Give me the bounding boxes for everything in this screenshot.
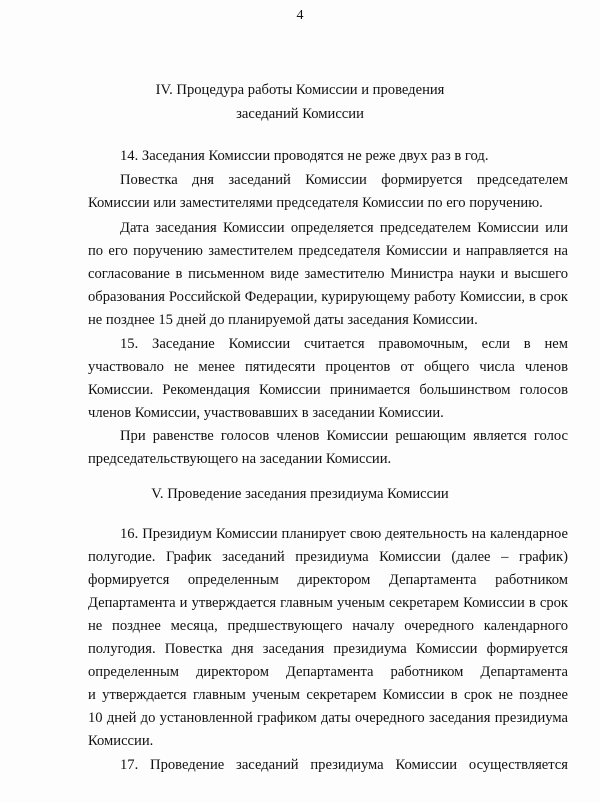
- section-4-heading-line-1: IV. Процедура работы Комиссии и проведения: [155, 82, 445, 98]
- text-line: не позднее 15 дней до планируемой даты заседания Комиссии.: [88, 312, 478, 328]
- text-line: образования Российской Федерации, курирующему работу Комиссии, в срок: [88, 289, 568, 305]
- page-number: 4: [296, 8, 304, 23]
- text-line: Комиссии.: [88, 733, 154, 749]
- text-line: При равенстве голосов членов Комиссии решающим является голос: [120, 428, 568, 444]
- text-line: Повестка дня заседаний Комиссии формируется председателем: [120, 172, 568, 188]
- section-4-heading: [0, 78, 600, 126]
- text-line: не позднее месяца, предшествующего началу очередного календарного: [88, 618, 568, 634]
- text-line: 15. Заседание Комиссии считается правомочным, если в нем: [120, 336, 568, 352]
- text-line: согласование в письменном виде заместителю Министра науки и высшего: [88, 266, 568, 282]
- text-line: Комиссии. Рекомендация Комиссии принимается большинством голосов: [88, 382, 568, 398]
- text-line: Дата заседания Комиссии определяется председателем Комиссии или: [120, 220, 568, 236]
- text-line: определенным директором Департамента работником Департамента: [88, 664, 568, 680]
- text-line: 10 дней до установленной графиком даты очередного заседания президиума: [88, 710, 568, 726]
- text-line: полугодия. Повестка дня заседания президиума Комиссии формируется: [88, 641, 568, 657]
- text-line: полугодие. График заседаний президиума Комиссии (далее – график): [88, 549, 568, 565]
- text-line: формируется определенным директором Департамента работником: [88, 572, 568, 588]
- text-line: председательствующего на заседании Комиссии.: [88, 451, 392, 467]
- text-line: 14. Заседания Комиссии проводятся не реже двух раз в год.: [120, 148, 489, 164]
- text-line: по его поручению заместителем председателя Комиссии и направляется на: [88, 243, 568, 259]
- text-line: Департамента и утверждается главным ученым секретарем Комиссии в срок: [88, 595, 568, 611]
- section-4-heading-line-2: заседаний Комиссии: [236, 106, 364, 122]
- section-5-heading: V. Проведение заседания президиума Комиссии: [151, 486, 449, 502]
- text-line: 17. Проведение заседаний президиума Комиссии осуществляется: [120, 757, 568, 773]
- text-line: членов Комиссии, участвовавших в заседании Комиссии.: [88, 405, 444, 421]
- text-line: 16. Президиум Комиссии планирует свою деятельность на календарное: [120, 526, 568, 542]
- text-line: Комиссии или заместителями председателя Комиссии по его поручению.: [88, 195, 543, 211]
- text-line: участвовало не менее пятидесяти процентов от общего числа членов: [88, 359, 568, 375]
- text-line: и утверждается главным ученым секретарем Комиссии в срок не позднее: [88, 687, 568, 703]
